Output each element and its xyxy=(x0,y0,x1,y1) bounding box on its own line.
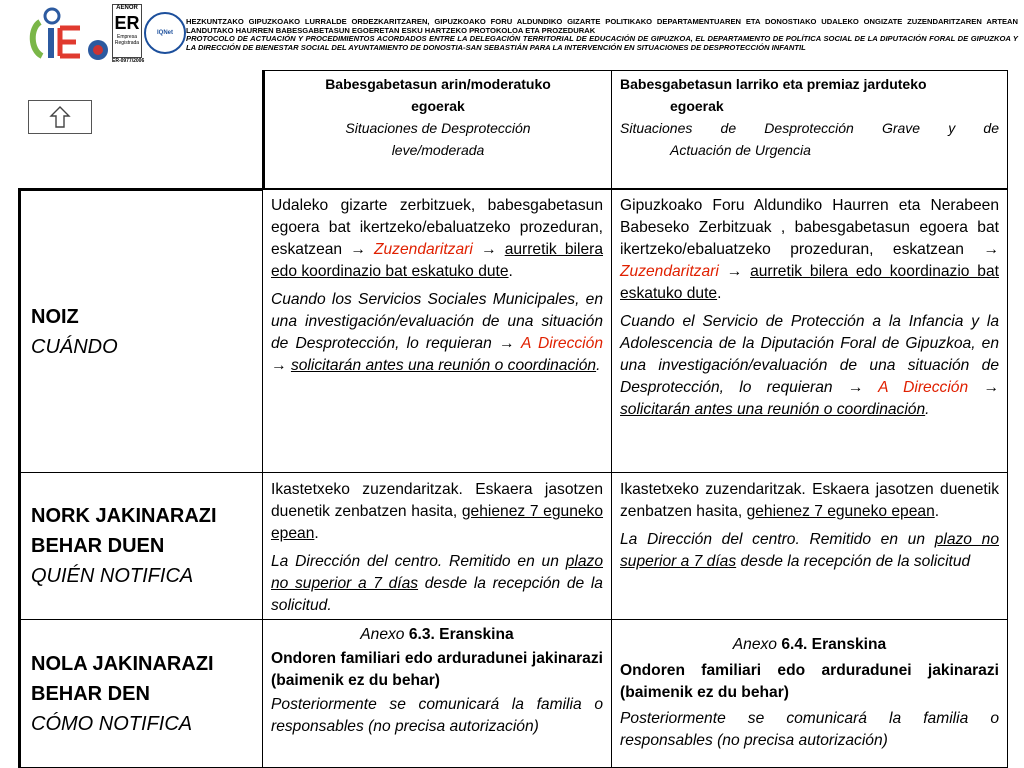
document-header xyxy=(186,18,1018,52)
iqnet-logo: IQNet xyxy=(144,12,186,54)
paragraph-es: Cuando los Servicios Sociales Municipales, en una investigación/evaluación de una situación de Desprotección, lo requieran → A Dirección → solicitarán antes una reunión o coordinación. xyxy=(271,291,603,374)
aenor-logo: AENOR ER Empresa Registrada xyxy=(112,4,142,58)
annex-ref: Anexo 6.3. Eranskina xyxy=(360,626,514,643)
cell-how-mild xyxy=(262,619,612,768)
paragraph-es: Posteriormente se comunicará la familia o responsables (no precisa autorización) xyxy=(620,710,999,749)
row-label-when: NOIZ CUÁNDO xyxy=(18,188,263,473)
cell-when-severe xyxy=(611,188,1008,473)
cell-how-severe xyxy=(611,619,1008,768)
paragraph-eu: Ikastetxeko zuzendaritzak. Eskaera jasotzen duenetik zenbatzen hasita, gehienez 7 eguneko epean. xyxy=(620,481,999,520)
paragraph-eu: Ondoren familiari edo arduradunei jakinarazi (baimenik ez du behar) xyxy=(271,650,603,689)
header-basque: HEZKUNTZAKO GIPUZKOAKO LURRALDE ORDEZKARITZAREN, GIPUZKOAKO FORU ALDUNDIKO GIZARTE POLITIKAKO DEPARTAMENTUAREN ETA DONOSTIAKO UDALEKO ONGIZATE ZUZENDARITZAREN ARTEAN LANDUTAKO HAURREN BABESGABETASUN EGOERETAN ESKU HARTZEKO PROTOKOLOA ETA PROZEDURAK xyxy=(186,17,1018,35)
paragraph-es: Posteriormente se comunicará la familia o responsables (no precisa autorización) xyxy=(271,696,603,735)
paragraph-es: Cuando el Servicio de Protección a la Infancia y la Adolescencia de la Diputación Foral de Gipuzkoa, en una investigación/evaluación de una situación de Desprotección, lo requieran → A Dirección → solicitarán antes una reunión o coordinación. xyxy=(620,313,999,418)
cert-code: ER-0977/2006 xyxy=(112,58,145,64)
row-label-who: NORK JAKINARAZI BEHAR DUEN QUIÉN NOTIFICA xyxy=(18,472,263,620)
column-header-mild: Babesgabetasun arin/moderatuko egoerak Situaciones de Desprotección leve/moderada xyxy=(262,70,612,190)
up-arrow-icon xyxy=(47,105,73,129)
emblem-icon xyxy=(88,40,108,60)
annex-ref: Anexo 6.4. Eranskina xyxy=(732,636,887,653)
back-to-top-button[interactable] xyxy=(28,100,92,134)
paragraph-eu: Udaleko gizarte zerbitzuek, babesgabetasun egoera bat ikertzeko/ebaluatzeko prozeduran, eskatzean → Zuzendaritzari → aurretik bilera edo koordinazio bat eskatuko dute. xyxy=(271,197,603,280)
cell-when-mild xyxy=(262,188,612,473)
paragraph-eu: Gipuzkoako Foru Aldundiko Haurren eta Nerabeen Babeseko Zerbitzuak , babesgabetasun egoera bat ikertzeko/ebaluatzeko prozeduran, eskatzean → Zuzendaritzari → aurretik bilera edo koordinazio bat eskatuko dute. xyxy=(620,197,999,302)
cell-who-severe xyxy=(611,472,1008,620)
header-spanish: PROTOCOLO DE ACTUACIÓN Y PROCEDIMIENTOS ACORDADOS ENTRE LA DELEGACIÓN TERRITORIAL DE EDUCACIÓN DE GIPUZKOA, EL DEPARTAMENTO DE POLÍTICA SOCIAL DE LA DIPUTACIÓN FORAL DE GIPUZKOA Y LA DIRECCIÓN DE BIENESTAR SOCIAL DEL AYUNTAMIENTO DE DONOSTIA-SAN SEBASTIÁN PARA LA INTERVENCIÓN EN SITUACIONES DE DESPROTECCIÓN INFANTIL xyxy=(186,34,1018,52)
cell-who-mild xyxy=(262,472,612,620)
paragraph-eu: Ondoren familiari edo arduradunei jakinarazi (baimenik ez du behar) xyxy=(620,662,999,701)
logo-group xyxy=(4,2,182,64)
paragraph-es: La Dirección del centro. Remitido en un plazo no superior a 7 días desde la recepción de la solicitud. xyxy=(271,553,603,614)
die-logo-icon xyxy=(26,6,88,62)
paragraph-eu: Ikastetxeko zuzendaritzak. Eskaera jasotzen duenetik zenbatzen hasita, gehienez 7 eguneko epean. xyxy=(271,481,604,542)
column-header-severe: Babesgabetasun larriko eta premiaz jarduteko egoerak Situaciones de Desprotección Grave y de Actuación de Urgencia xyxy=(611,70,1008,190)
row-label-how: NOLA JAKINARAZI BEHAR DEN CÓMO NOTIFICA xyxy=(18,619,263,768)
paragraph-es: La Dirección del centro. Remitido en un plazo no superior a 7 días desde la recepción de la solicitud xyxy=(620,531,999,570)
